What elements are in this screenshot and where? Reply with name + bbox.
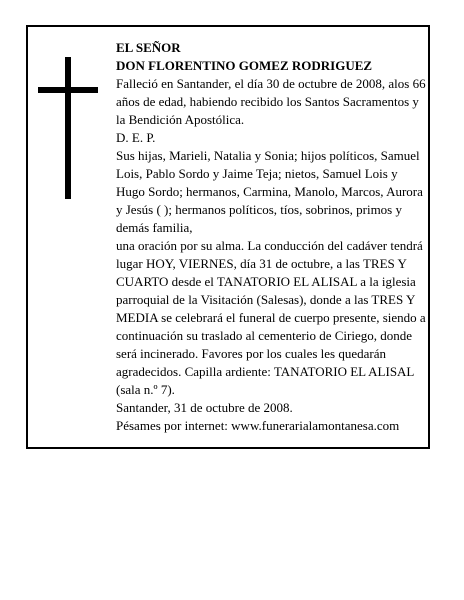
family-list: Sus hijas, Marieli, Natalia y Sonia; hijos políticos, Samuel Lois, Pablo Sordo y Jaime Teja; nietos, Samuel Lois y Hugo Sordo; hermanos, Carmina, Manolo, Marcos, Aurora y Jesús ( ); hermanos políticos, tíos, sobrinos, primos y demás familia, (116, 148, 423, 235)
condolences-line: Pésames por internet: www.funerarialamontanesa.com (116, 418, 400, 433)
dep-line: D. E. P. (116, 130, 156, 145)
latin-cross-icon (38, 57, 98, 199)
obituary-notice (26, 25, 430, 449)
notice-text (116, 39, 428, 435)
date-line: Santander, 31 de octubre de 2008. (116, 400, 293, 415)
title-honorific: EL SEÑOR (116, 40, 181, 55)
death-info: Falleció en Santander, el día 30 de octubre de 2008, alos 66 años de edad, habiendo recibido los Santos Sacramentos y la Bendición Apostólica. (116, 76, 426, 127)
ceremony-info: una oración por su alma. La conducción del cadáver tendrá lugar HOY, VIERNES, día 31 de octubre, a las TRES Y CUARTO desde el TANATORIO EL ALISAL a la iglesia parroquial de la Visitación (Salesas), donde a las TRES Y MEDIA se celebrará el funeral de cuerpo presente, siendo a continuación su traslado al cementerio de Ciriego, donde será incinerado. Favores por los cuales les quedarán agradecidos. Capilla ardiente: TANATORIO EL ALISAL (sala n.º 7). (116, 238, 426, 397)
deceased-name: DON FLORENTINO GOMEZ RODRIGUEZ (116, 58, 373, 73)
